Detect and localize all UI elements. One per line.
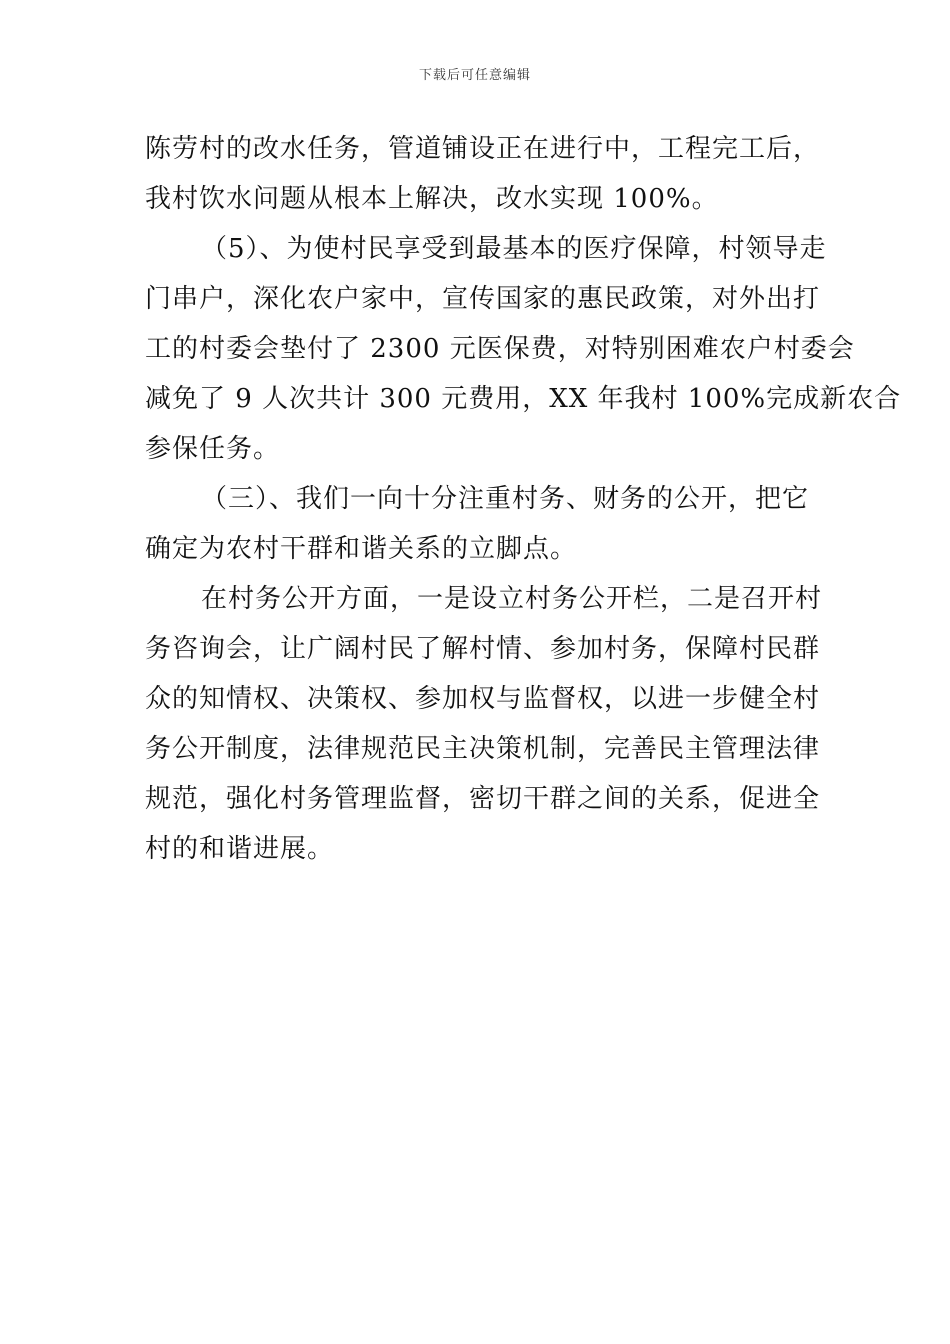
paragraph-line: 务咨询会，让广阔村民了解村情、参加村务，保障村民群 — [145, 634, 821, 664]
paragraph-line: 陈劳村的改水任务，管道铺设正在进行中，工程完工后， — [145, 134, 821, 164]
paragraph-line: 务公开制度，法律规范民主决策机制，完善民主管理法律 — [145, 734, 821, 764]
page-header: 下载后可任意编辑 — [418, 68, 531, 83]
paragraph-line: 在村务公开方面，一是设立村务公开栏，二是召开村 — [201, 584, 823, 614]
paragraph-4 — [145, 574, 823, 874]
paragraph-1 — [145, 124, 821, 224]
paragraph-3 — [145, 474, 810, 574]
paragraph-2 — [145, 224, 902, 474]
paragraph-line: 门串户，深化农户家中，宣传国家的惠民政策，对外出打 — [145, 284, 821, 314]
paragraph-line: （三）、我们一向十分注重村务、财务的公开，把它 — [201, 484, 810, 514]
paragraph-line: 工的村委会垫付了 2300 元医保费，对特别困难农户村委会 — [145, 334, 855, 364]
paragraph-line: （5）、为使村民享受到最基本的医疗保障，村领导走 — [201, 234, 827, 264]
paragraph-line: 确定为农村干群和谐关系的立脚点。 — [145, 534, 578, 564]
paragraph-line: 参保任务。 — [145, 434, 281, 464]
paragraph-line: 众的知情权、决策权、参加权与监督权，以进一步健全村 — [145, 684, 821, 714]
document-body — [145, 124, 902, 874]
paragraph-line: 减免了 9 人次共计 300 元费用，XX 年我村 100%完成新农合 — [145, 384, 902, 414]
paragraph-line: 规范，强化村务管理监督，密切干群之间的关系，促进全 — [145, 784, 821, 814]
paragraph-line: 村的和谐进展。 — [145, 834, 335, 864]
paragraph-line: 我村饮水问题从根本上解决，改水实现 100%。 — [145, 184, 719, 214]
